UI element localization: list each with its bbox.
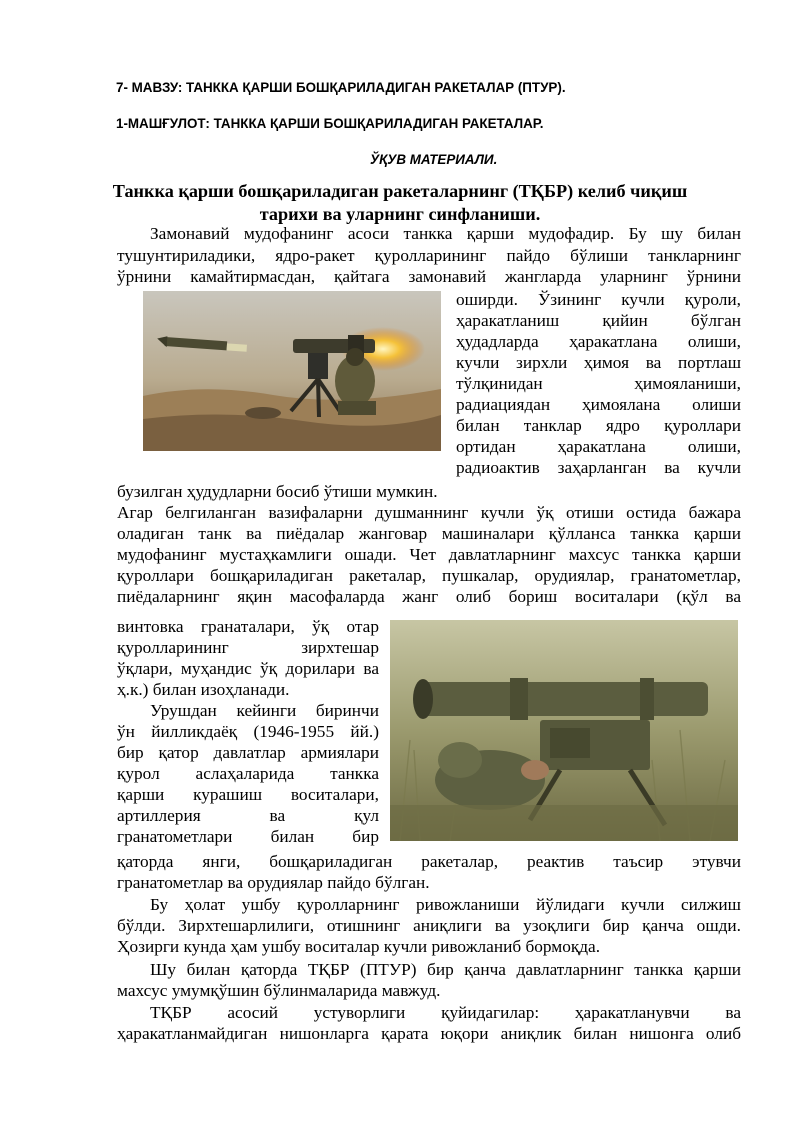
wrapped-text-left bbox=[117, 616, 379, 700]
text-line: оширди. Ўзининг кучли қуроли, bbox=[456, 290, 741, 309]
section-title-line2: тарихи ва уларнинг синфланиши. bbox=[259, 204, 541, 224]
text-line: ҳ.к.) билан изоҳланади. bbox=[117, 680, 290, 699]
text-line: Бу ҳолат ушбу қуролларнинг ривожланиши йўлидаги кучли силжиш bbox=[150, 895, 741, 914]
soldier-launcher-photo bbox=[390, 620, 738, 841]
text-line: ўн йилликдаёқ (1946-1955 йй.) bbox=[117, 722, 379, 741]
text-line: ТҚБР асосий устуворлиги қуйидагилар: ҳаракатланувчи ва bbox=[150, 1003, 741, 1022]
text-line: бузилган ҳудудларни босиб ўтиши мумкин. bbox=[117, 482, 438, 501]
text-line: қурол аслаҳаларида танкка bbox=[117, 764, 379, 783]
text-line: радиациядан ҳимоялана олиши bbox=[456, 395, 741, 414]
text-line: қуролларининг зирхтешар bbox=[117, 638, 379, 657]
text-line: артиллерия ва қул bbox=[117, 806, 379, 825]
text-line: бўлди. Зирхтешарлилиги, отишнинг аниқлиги ва узоқлиги бир қанча ошди. bbox=[117, 916, 741, 935]
text-line: ортидан ҳаракатлана олиши, bbox=[456, 437, 741, 456]
section-title-line1: Танкка қарши бошқариладиган ракеталарнинг (ТҚБР) келиб чиқиш bbox=[112, 181, 688, 201]
text-line: оладиган танк ва пиёдалар жанговар машиналари қўлланса танкка қарши bbox=[117, 524, 741, 543]
text-line: ҳаракатланмайдиган нишонларга қарата юқори аниқлик билан нишонга олиб bbox=[117, 1024, 741, 1043]
text-line: мудофанинг мустаҳкамлиги ошади. Чет давлатларнинг махсус танкка қарши bbox=[117, 545, 741, 564]
material-heading: ЎҚУВ МАТЕРИАЛИ. bbox=[370, 152, 498, 167]
section-title bbox=[0, 180, 800, 226]
text-line: махсус умумқўшин бўлинмаларида мавжуд. bbox=[117, 981, 441, 1000]
wrapped-text-right bbox=[456, 289, 741, 478]
text-line: билан танклар ядро қуроллари bbox=[456, 416, 741, 435]
text-line: ҳаракатланиш қийин бўлган bbox=[456, 311, 741, 330]
lesson-heading: 1-МАШҒУЛОТ: ТАНККА ҚАРШИ БОШҚАРИЛАДИГАН РАКЕТАЛАР. bbox=[116, 116, 544, 131]
text-line: Агар белгиланган вазифаларни душманнинг кучли ўқ отиши остида бажара bbox=[117, 503, 741, 522]
soldier-launcher-image bbox=[390, 620, 738, 841]
missile-launch-photo bbox=[143, 291, 441, 451]
text-line: бир қатор давлатлар армиялари bbox=[117, 743, 379, 762]
topic-heading: 7- МАВЗУ: ТАНККА ҚАРШИ БОШҚАРИЛАДИГАН РАКЕТАЛАР (ПТУР). bbox=[116, 80, 566, 95]
text-line: пиёдаларнинг яқин масофаларда жанг олиб бориш воситалари (қўл ва bbox=[117, 587, 741, 606]
text-line: ўрнини камайтирмасдан, қайтага замонавий жангларда уларнинг ўрнини bbox=[117, 267, 741, 286]
text-line: тўлқинидан ҳимояланиши, bbox=[456, 374, 741, 393]
text-line: Ҳозирги кунда ҳам ушбу воситалар кучли ривожланиб бормоқда. bbox=[117, 937, 601, 956]
text-line: қарши курашиш воситалари, bbox=[117, 785, 379, 804]
text-line: радиоактив заҳарланган ва кучли bbox=[456, 458, 741, 477]
text-line: гранатометлар ва орудиялар пайдо бўлган. bbox=[117, 873, 430, 892]
text-line: Шу билан қаторда ТҚБР (ПТУР) бир қанча давлатларнинг танкка қарши bbox=[150, 960, 741, 979]
text-line: Урушдан кейинги биринчи bbox=[150, 701, 379, 720]
text-line: Замонавий мудофанинг асоси танкка қарши мудофадир. Бу шу билан bbox=[150, 224, 741, 243]
missile-launch-image bbox=[143, 291, 441, 451]
text-line: қаторда янги, бошқариладиган ракеталар, реактив таъсир этувчи bbox=[117, 852, 741, 871]
text-line: винтовка гранаталари, ўқ отар bbox=[117, 617, 379, 636]
text-line: ҳудадларда ҳаракатлана олиши, bbox=[456, 332, 741, 351]
text-line: гранатометлари билан бир bbox=[117, 827, 379, 846]
text-line: кучли зирхли ҳимоя ва портлаш bbox=[456, 353, 741, 372]
text-line: ўқлари, муҳандис ўқ дорилари ва bbox=[117, 659, 379, 678]
text-line: қуроллари бошқариладиган ракеталар, пушкалар, орудиялар, гранатометлар, bbox=[117, 566, 741, 585]
text-line: тушунтириладики, ядро-ракет қуролларининг пайдо бўлиши танкларнинг bbox=[117, 246, 741, 265]
